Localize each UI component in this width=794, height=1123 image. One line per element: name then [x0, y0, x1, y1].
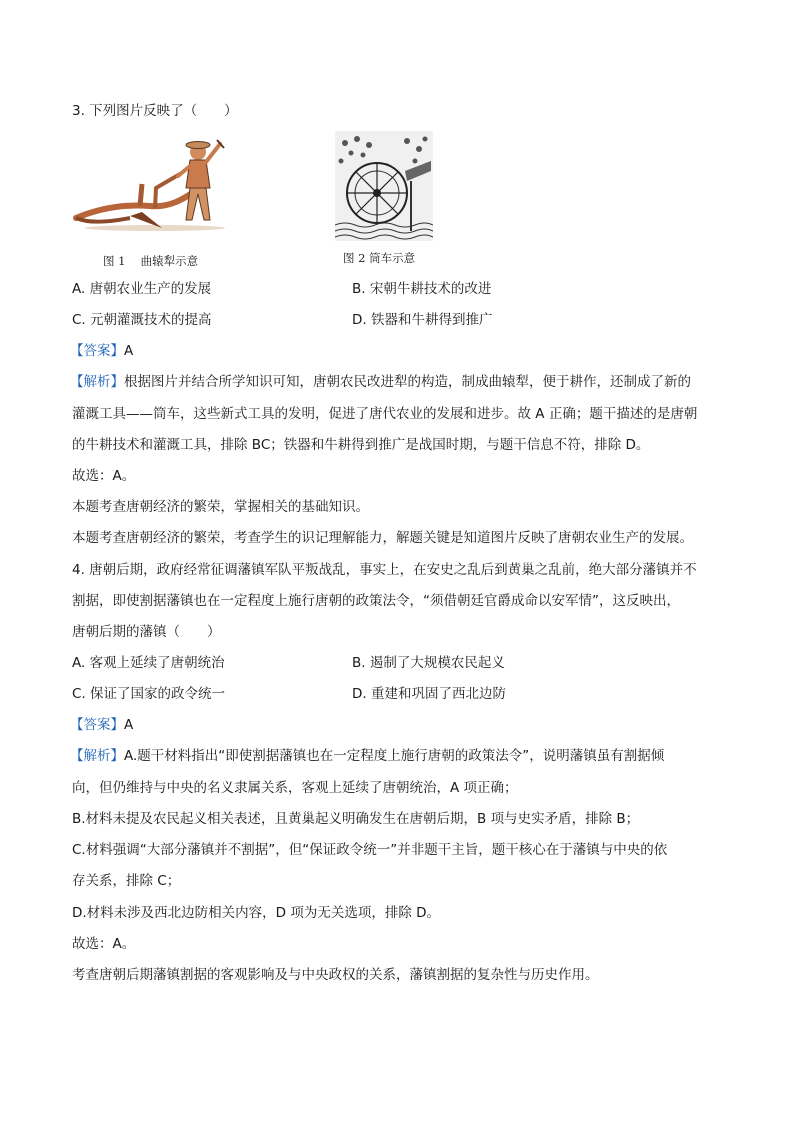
water-wheel-figure	[335, 131, 433, 241]
q3-stem: 3. 下列图片反映了（ ）	[72, 103, 238, 119]
q3-option-c[interactable]: C. 元朝灌溉技术的提高	[72, 312, 212, 328]
analysis-tag: 【解析】	[70, 748, 124, 764]
q4-option-c[interactable]: C. 保证了国家的政令统一	[72, 686, 226, 702]
q4-analysis-line-6: D.材料未涉及西北边防相关内容，D 项为无关选项，排除 D。	[72, 905, 441, 921]
analysis-tag: 【解析】	[70, 374, 124, 390]
q4-analysis-line-1	[70, 746, 664, 766]
q4-option-d[interactable]: D. 重建和巩固了西北边防	[352, 686, 506, 702]
q4-stem-line-2: 割据，即使割据藩镇也在一定程度上施行唐朝的政策法令，“须借朝廷官爵成命以安军情”，这反映出，	[72, 593, 680, 609]
q4-stem-line-3: 唐朝后期的藩镇（ ）	[72, 624, 221, 640]
q3-option-d[interactable]: D. 铁器和牛耕得到推广	[352, 312, 493, 328]
q3-option-a[interactable]: A. 唐朝农业生产的发展	[72, 281, 212, 297]
answer-value: A	[124, 343, 134, 359]
q3-analysis-line-3: 的牛耕技术和灌溉工具，排除 BC；铁器和牛耕得到推广是战国时期，与题干信息不符，排除 D。	[72, 437, 650, 453]
q4-analysis-line-4: C.材料强调“大部分藩镇并不割据”，但“保证政令统一”并非题干主旨，题干核心在于藩镇与中央的依	[72, 842, 668, 858]
q4-option-a[interactable]: A. 客观上延续了唐朝统治	[72, 655, 225, 671]
q3-choice: 故选：A。	[72, 468, 136, 484]
q4-choice: 故选：A。	[72, 936, 136, 952]
answer-tag: 【答案】	[70, 343, 124, 359]
curved-plow-figure	[70, 136, 240, 236]
figure-2-caption: 图 2 筒车示意	[343, 251, 416, 265]
q3-note-1: 本题考查唐朝经济的繁荣，掌握相关的基础知识。	[72, 499, 369, 515]
answer-tag: 【答案】	[70, 717, 124, 733]
q3-option-b[interactable]: B. 宋朝牛耕技术的改进	[352, 281, 492, 297]
q4-option-b[interactable]: B. 遏制了大规模农民起义	[352, 655, 505, 671]
q3-analysis-line-2: 灌溉工具——筒车，这些新式工具的发明，促进了唐代农业的发展和进步。故 A 正确；题干描述的是唐朝	[72, 406, 698, 422]
q4-stem-line-1: 4. 唐朝后期，政府经常征调藩镇军队平叛战乱，事实上，在安史之乱后到黄巢之乱前，绝大部分藩镇并不	[72, 562, 697, 578]
analysis-text: 根据图片并结合所学知识可知，唐朝农民改进犁的构造，制成曲辕犁，便于耕作，还制成了新的	[124, 374, 691, 390]
q4-answer	[70, 715, 133, 735]
q3-analysis-line-1	[70, 372, 691, 392]
answer-value: A	[124, 717, 134, 733]
figure-1-caption: 图 1 曲辕犁示意	[103, 254, 199, 268]
q3-note-2: 本题考查唐朝经济的繁荣，考查学生的识记理解能力，解题关键是知道图片反映了唐朝农业生产的发展。	[72, 530, 693, 546]
q4-analysis-line-3: B.材料未提及农民起义相关表述，且黄巢起义明确发生在唐朝后期，B 项与史实矛盾，排除 B；	[72, 811, 640, 827]
q3-answer	[70, 341, 133, 361]
q4-analysis-line-5: 存关系，排除 C；	[72, 873, 181, 889]
q4-analysis-line-2: 向，但仍维持与中央的名义隶属关系，客观上延续了唐朝统治，A 项正确；	[72, 780, 518, 796]
analysis-text: A.题干材料指出“即使割据藩镇也在一定程度上施行唐朝的政策法令”，说明藩镇虽有割据倾	[124, 748, 665, 764]
q4-note: 考查唐朝后期藩镇割据的客观影响及与中央政权的关系，藩镇割据的复杂性与历史作用。	[72, 967, 599, 983]
